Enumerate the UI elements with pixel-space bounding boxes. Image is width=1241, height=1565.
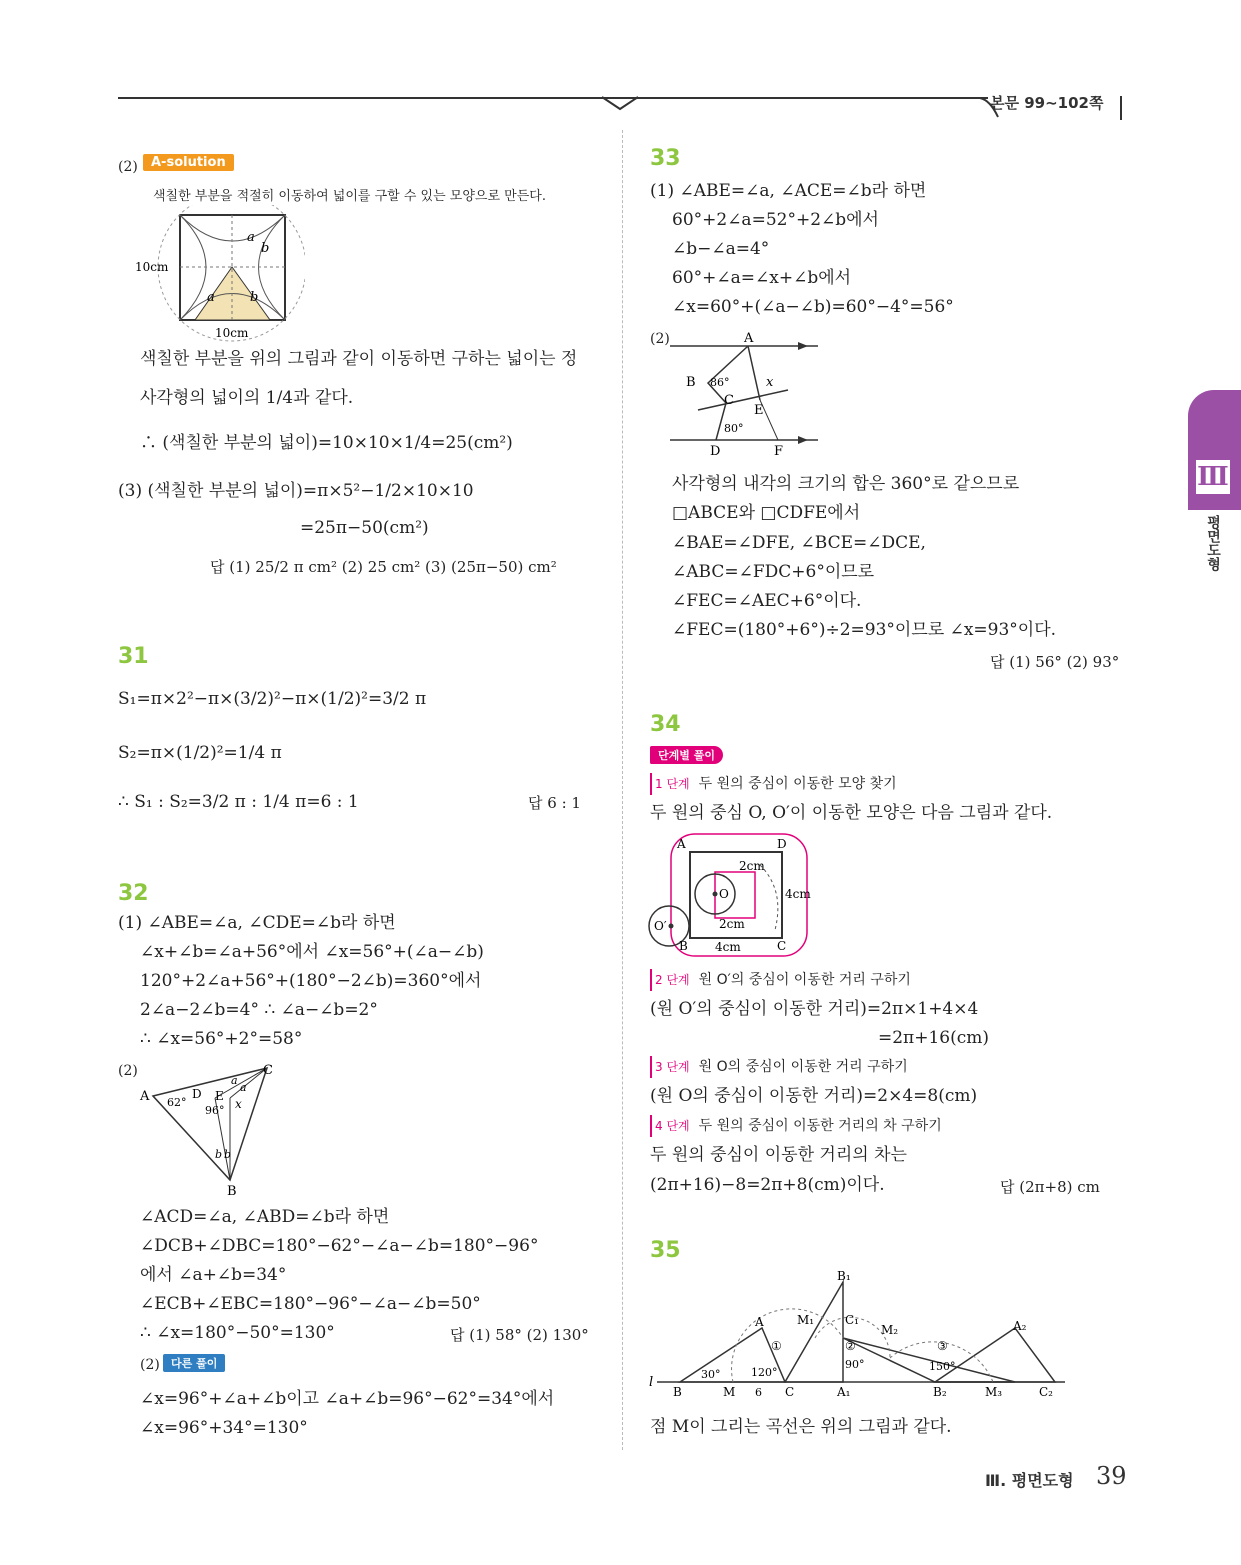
question-33-number: 33 [650,146,681,171]
fig35-B2: B₂ [933,1385,947,1399]
footer-chapter: Ⅲ. 평면도형 [985,1471,1074,1490]
fig30-bottom-label: 10cm [215,326,249,340]
fig35-C1: C₁ [845,1313,859,1327]
figure-32-triangle [135,1058,285,1198]
fig35-A2: A₂ [1013,1319,1027,1333]
q32-line-11: ∠x=96°+∠a+∠b이고 ∠a+∠b=96°−62°=34°에서 [140,1389,555,1409]
q34-line-2: (원 O′의 중심이 이동한 거리)=2π×1+4×4 [650,999,979,1019]
q34-step-3 [650,1056,908,1078]
fig30-a-top: a [247,230,255,245]
fig35-A1: A₁ [837,1385,851,1399]
q30-answer-text: 답 (1) 25/2 π cm² (2) 25 cm² (3) (25π−50) cm² [210,558,557,576]
q34-step-4 [650,1115,942,1137]
q32-line-9: ∠ECB+∠EBC=180°−96°−∠a−∠b=50° [140,1294,481,1314]
q32-line-2: ∠x+∠b=∠a+56°에서 ∠x=56°+(∠a−∠b) [140,942,484,962]
q33-part-2-label: (2) [650,331,670,347]
q35-line-1: 점 M이 그리는 곡선은 위의 그림과 같다. [650,1417,952,1437]
figure-35-rolling-triangle [645,1268,1075,1406]
q33-line-6: 사각형의 내각의 크기의 합은 360°로 같으므로 [672,474,1020,494]
q30-text-3: ∴ (색칠한 부분의 넓이)=10×10×1/4=25(cm²) [140,433,513,453]
fig32-A: A [140,1089,150,1104]
q34-line-5: 두 원의 중심이 이동한 거리의 차는 [650,1145,907,1165]
q34-step-2 [650,969,911,991]
step-4-label: 4 단계 [650,1115,693,1137]
q32-line-5: ∴ ∠x=56°+2°=58° [140,1029,303,1049]
q32-line-7: ∠DCB+∠DBC=180°−62°−∠a−∠b=180°−96° [140,1236,539,1256]
fig34-B: B [679,939,688,953]
fig35-circle-2: ② [845,1339,856,1353]
step-3-label: 3 단계 [650,1056,693,1078]
fig35-M2: M₂ [881,1323,899,1337]
fig33-x: x [766,375,774,390]
q30-answer [210,556,557,577]
question-32-number: 32 [118,881,149,906]
q33-line-8: ∠BAE=∠DFE, ∠BCE=∠DCE, [672,533,926,553]
fig35-A: A [755,1315,764,1329]
q30-text-1: 색칠한 부분을 위의 그림과 같이 이동하면 구하는 넓이는 정 [140,349,578,369]
q32-alt-label: (2) [140,1357,160,1373]
step-2-label: 2 단계 [650,969,693,991]
alt-solution-badge: 다른 풀이 [163,1354,225,1372]
fig35-circle-1: ① [771,1339,782,1353]
fig35-six: 6 [755,1386,762,1399]
q32-line-1: (1) ∠ABE=∠a, ∠CDE=∠b라 하면 [118,913,396,933]
q33-line-3: ∠b−∠a=4° [672,239,770,259]
part-label: (2) [118,159,138,175]
fig34-4cm-right: 4cm [785,887,811,901]
fig32-b2: b [224,1148,232,1161]
fig33-E: E [754,403,764,418]
q30-text-2: 사각형의 넓이의 1/4과 같다. [140,388,354,408]
page-number: 39 [1096,1462,1127,1490]
q32-part-2-label: (2) [118,1063,138,1079]
q32-answer: 답 (1) 58° (2) 130° [450,1326,589,1344]
q32-line-10: ∴ ∠x=180°−50°=130° [140,1323,335,1343]
q33-line-1: (1) ∠ABE=∠a, ∠ACE=∠b라 하면 [650,181,927,201]
fig35-line-l: l [649,1375,654,1390]
fig33-C: C [724,393,734,408]
fig30-a-bottom: a [207,290,215,305]
step-1-label: 1 단계 [650,773,693,795]
fig34-O-prime: O′ [654,919,667,933]
q34-step-1 [650,773,897,795]
q34-line-1: 두 원의 중심 O, O′이 이동한 모양은 다음 그림과 같다. [650,803,1053,823]
fig35-B1: B₁ [837,1269,851,1283]
page-reference: 본문 99∼102쪽 [990,94,1104,112]
fig35-M: M [723,1385,736,1399]
q30-text-5: =25π−50(cm²) [300,518,429,538]
fig34-2cm-top: 2cm [739,859,765,873]
fig32-b1: b [215,1148,223,1161]
figure-30-square [135,205,305,345]
q33-line-5: ∠x=60°+(∠a−∠b)=60°−4°=56° [672,297,954,317]
step-solution-badge: 단계별 풀이 [650,746,723,764]
q32-line-3: 120°+2∠a+56°+(180°−2∠b)=360°에서 [140,971,482,991]
q33-line-7: □ABCE와 □CDFE에서 [672,503,861,523]
q34-line-6: (2π+16)−8=2π+8(cm)이다. [650,1175,885,1195]
fig34-4cm-bottom: 4cm [715,940,741,954]
fig34-O: O [719,887,729,901]
fig33-angle-86: 86° [710,376,730,389]
q31-line-3: ∴ S₁ : S₂=3/2 π : 1/4 π=6 : 1 [118,792,359,812]
q32-line-8: 에서 ∠a+∠b=34° [140,1265,287,1285]
a-solution-badge: A-solution [143,154,234,171]
fig35-C: C [785,1385,795,1399]
fig34-A: A [677,837,686,851]
fig32-angle-96: 96° [205,1104,225,1117]
step-3-title: 원 O의 중심이 이동한 거리 구하기 [698,1059,908,1075]
fig35-B: B [673,1385,682,1399]
fig32-a1: a [231,1074,238,1087]
q34-answer: 답 (2π+8) cm [1000,1178,1100,1196]
chapter-side-label: 평면도형 [1205,515,1221,571]
q32-line-12: ∠x=96°+34°=130° [140,1418,308,1438]
step-1-title: 두 원의 중심이 이동한 모양 찾기 [698,776,897,792]
header-rule [118,97,988,99]
q33-line-10: ∠FEC=∠AEC+6°이다. [672,591,862,611]
q33-line-11: ∠FEC=(180°+6°)÷2=93°이므로 ∠x=93°이다. [672,620,1057,640]
fig35-angle-150: 150° [929,1360,956,1373]
a-solution-desc: 색칠한 부분을 적절히 이동하여 넓이를 구할 수 있는 모양으로 만든다. [153,189,546,204]
fig32-C: C [263,1063,273,1078]
fig32-x: x [235,1097,242,1111]
fig32-E: E [215,1089,224,1103]
fig33-F: F [774,444,784,458]
fig30-b-top: b [261,241,270,256]
question-34-number: 34 [650,712,681,737]
fig35-circle-3: ③ [937,1339,948,1353]
q33-line-2: 60°+2∠a=52°+2∠b에서 [672,210,879,230]
q32-line-4: 2∠a−2∠b=4° ∴ ∠a−∠b=2° [140,1000,378,1020]
column-divider [622,130,623,1450]
fig33-B: B [686,375,696,390]
figure-33-parallel-lines [668,328,828,458]
fig30-side-label: 10cm [135,260,169,274]
q30-text-4: (3) (색칠한 부분의 넓이)=π×5²−1/2×10×10 [118,481,474,501]
fig35-M3: M₃ [985,1385,1003,1399]
fig35-C2: C₂ [1039,1385,1053,1399]
fig35-angle-30: 30° [701,1368,721,1381]
step-4-title: 두 원의 중심이 이동한 거리의 차 구하기 [698,1118,942,1134]
fig33-angle-80: 80° [724,422,744,435]
fig32-D: D [192,1087,202,1101]
fig30-b-bottom: b [250,290,259,305]
fig32-B: B [227,1184,237,1198]
q33-answer: 답 (1) 56° (2) 93° [990,653,1120,671]
chapter-numeral: Ⅲ [1197,462,1229,492]
fig34-D: D [777,837,787,851]
fig35-angle-90: 90° [845,1358,865,1371]
fig33-A: A [744,331,754,346]
fig35-angle-120: 120° [751,1366,778,1379]
fig34-C: C [777,939,787,953]
q31-answer: 답 6 : 1 [528,794,581,812]
header-notch [600,95,640,111]
question-35-number: 35 [650,1238,681,1263]
q31-line-2: S₂=π×(1/2)²=1/4 π [118,743,282,763]
q33-line-4: 60°+∠a=∠x+∠b에서 [672,268,852,288]
fig34-2cm-bottom: 2cm [719,917,745,931]
q32-line-6: ∠ACD=∠a, ∠ABD=∠b라 하면 [140,1207,390,1227]
fig33-D: D [710,444,721,458]
figure-34-rectangle [645,830,815,960]
q31-line-1: S₁=π×2²−π×(3/2)²−π×(1/2)²=3/2 π [118,689,427,709]
fig35-M1: M₁ [797,1313,815,1327]
step-2-title: 원 O′의 중심이 이동한 거리 구하기 [698,972,911,988]
question-31-number: 31 [118,644,149,669]
q34-line-4: (원 O의 중심이 이동한 거리)=2×4=8(cm) [650,1086,978,1106]
fig32-a2: a [240,1081,247,1094]
q33-line-9: ∠ABC=∠FDC+6°이므로 [672,562,875,582]
q34-line-3: =2π+16(cm) [878,1028,990,1048]
fig32-angle-62: 62° [167,1096,187,1109]
header-tick [1120,96,1122,120]
